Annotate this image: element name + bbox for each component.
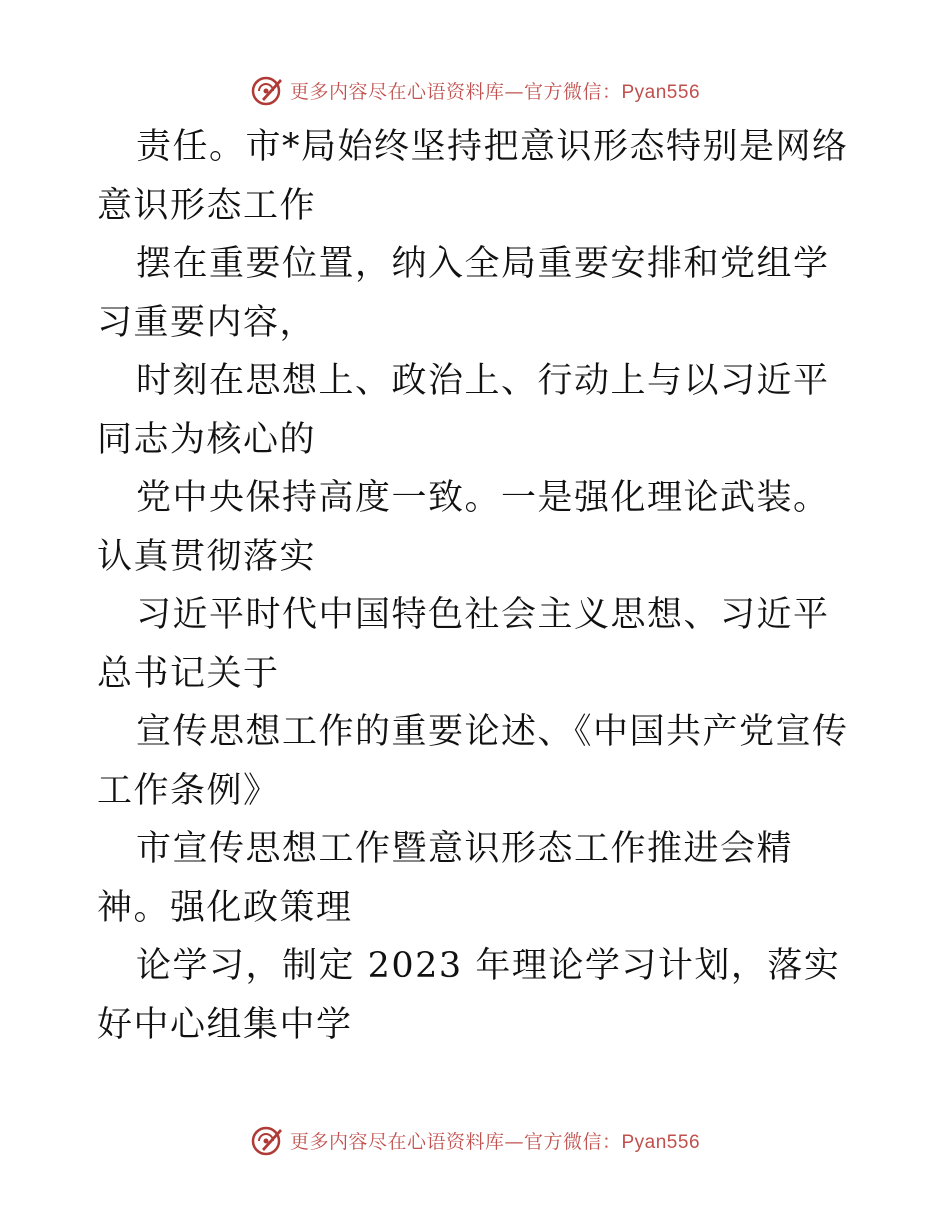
paragraph: 论学习，制定 2023 年理论学习计划，落实好中心组集中学 (97, 946, 841, 1045)
paragraph: 责任。市*局始终坚持把意识形态特别是网络意识形态工作 (97, 127, 849, 226)
pen-logo-icon (250, 73, 284, 107)
header-watermark-banner (0, 68, 950, 112)
footer-watermark-banner (0, 1118, 950, 1162)
watermark-text: 更多内容尽在心语资料库—官方微信：Pyan556 (289, 80, 701, 103)
document-body (97, 118, 857, 1054)
watermark-text: 更多内容尽在心语资料库—官方微信：Pyan556 (289, 1130, 701, 1153)
paragraph: 习近平时代中国特色社会主义思想、习近平总书记关于 (97, 595, 830, 694)
paragraph: 摆在重要位置，纳入全局重要安排和党组学习重要内容， (97, 244, 830, 343)
paragraph: 时刻在思想上、政治上、行动上与以习近平同志为核心的 (97, 361, 830, 460)
paragraph: 党中央保持高度一致。一是强化理论武装。认真贯彻落实 (97, 478, 830, 577)
paragraph: 宣传思想工作的重要论述、《中国共产党宣传工作条例》 (97, 712, 849, 811)
paragraph: 市宣传思想工作暨意识形态工作推进会精神。强化政策理 (97, 829, 794, 928)
pen-logo-icon (250, 1123, 284, 1157)
